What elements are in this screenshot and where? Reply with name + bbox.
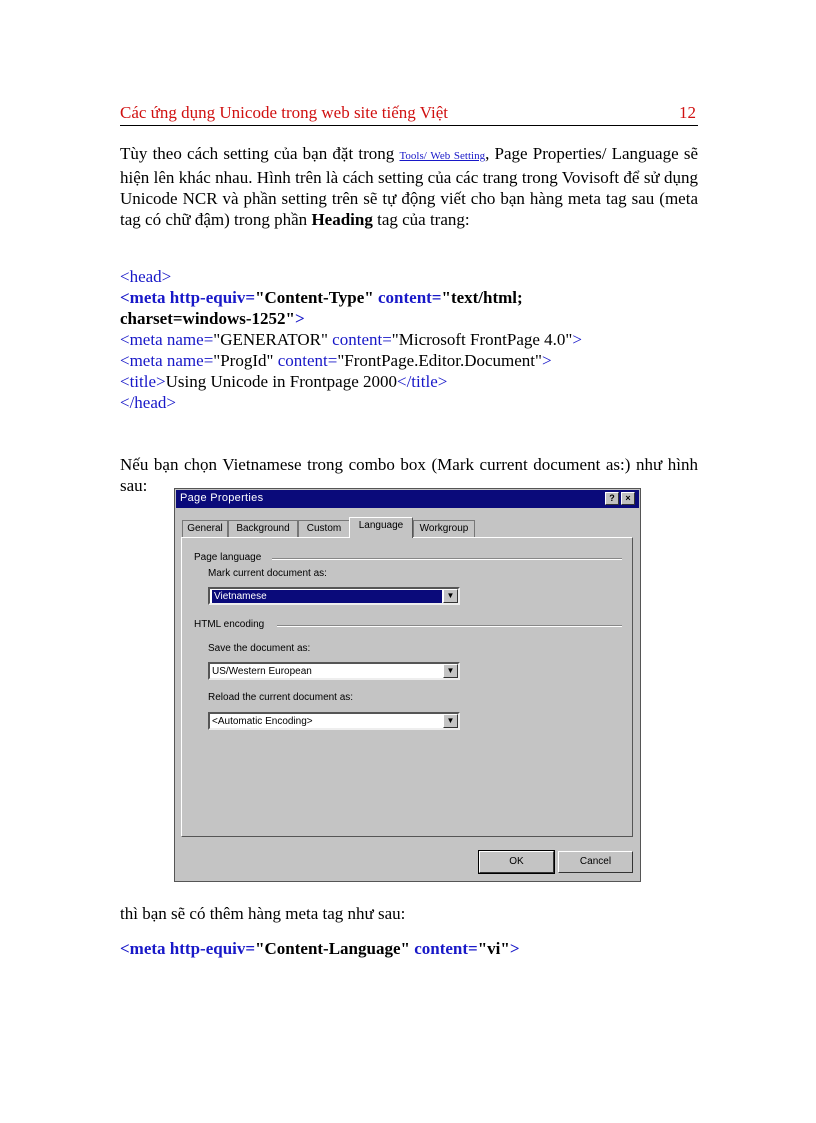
reload-document-value: <Automatic Encoding> xyxy=(212,716,313,727)
vietnamese-paragraph: Nếu bạn chọn Vietnamese trong combo box (Mark current document as:) như hình sau: xyxy=(120,455,698,495)
language-panel xyxy=(181,537,633,837)
chevron-down-icon[interactable]: ▼ xyxy=(443,714,458,728)
group-divider xyxy=(277,625,622,627)
code-meta-progid: <meta name="ProgId" content="FrontPage.Editor.Document"> xyxy=(120,351,552,370)
tab-general[interactable]: General xyxy=(182,520,228,537)
mark-document-label: Mark current document as: xyxy=(208,568,327,579)
code-head-close: </head> xyxy=(120,393,176,412)
page-language-group-label: Page language xyxy=(194,552,262,563)
tab-background[interactable]: Background xyxy=(228,520,298,537)
intro-paragraph xyxy=(120,143,698,230)
result-paragraph: thì bạn sẽ có thêm hàng meta tag như sau: xyxy=(120,904,406,923)
close-icon[interactable]: × xyxy=(621,492,635,505)
heading-bold-word: Heading xyxy=(311,210,373,229)
tab-custom[interactable]: Custom xyxy=(298,520,350,537)
save-document-label: Save the document as: xyxy=(208,643,311,654)
code-title: <title>Using Unicode in Frontpage 2000</title> xyxy=(120,372,448,391)
code-block xyxy=(120,266,720,413)
content-language-meta: <meta http-equiv="Content-Language" content="vi"> xyxy=(120,939,520,958)
page-number: 12 xyxy=(679,103,696,122)
tab-workgroup[interactable]: Workgroup xyxy=(413,520,475,537)
group-divider xyxy=(272,558,622,560)
para1-text-start: Tùy theo cách setting của bạn đặt trong xyxy=(120,144,400,163)
mark-document-value: Vietnamese xyxy=(212,590,442,603)
chevron-down-icon[interactable]: ▼ xyxy=(443,664,458,678)
tools-web-setting-link[interactable]: Tools/ Web Setting xyxy=(399,150,486,162)
reload-document-select[interactable] xyxy=(208,712,460,730)
save-document-value: US/Western European xyxy=(212,666,312,677)
header-title: Các ứng dụng Unicode trong web site tiếng Việt xyxy=(120,103,448,122)
code-meta-content-type-line2: charset=windows-1252"> xyxy=(120,309,305,328)
page-properties-dialog xyxy=(174,488,641,882)
para1-text-middle: , Page Properties/ Language sẽ hiện lên khác nhau. Hình trên là cách setting của các trang trong Vovisoft để sử dụng Unicode NCR và phần setting trên sẽ tự động viết cho bạn hàng meta tag sau (meta tag có chữ đậm) trong phần xyxy=(120,144,698,229)
dialog-titlebar xyxy=(176,490,639,508)
save-document-select[interactable] xyxy=(208,662,460,680)
code-meta-content-type-line1: <meta http-equiv="Content-Type" content="text/html; xyxy=(120,288,523,307)
para1-text-end: tag của trang: xyxy=(372,210,470,229)
html-encoding-group-label: HTML encoding xyxy=(194,619,265,630)
page-header xyxy=(120,101,698,126)
reload-document-label: Reload the current document as: xyxy=(208,692,354,703)
tab-language[interactable]: Language xyxy=(349,517,413,538)
dialog-title: Page Properties xyxy=(180,492,264,504)
ok-button[interactable]: OK xyxy=(479,851,554,873)
help-icon[interactable]: ? xyxy=(605,492,619,505)
chevron-down-icon[interactable]: ▼ xyxy=(443,589,458,603)
code-head-open: <head> xyxy=(120,267,172,286)
cancel-button[interactable]: Cancel xyxy=(558,851,633,873)
mark-document-select[interactable] xyxy=(208,587,460,605)
code-meta-generator: <meta name="GENERATOR" content="Microsoft FrontPage 4.0"> xyxy=(120,330,582,349)
